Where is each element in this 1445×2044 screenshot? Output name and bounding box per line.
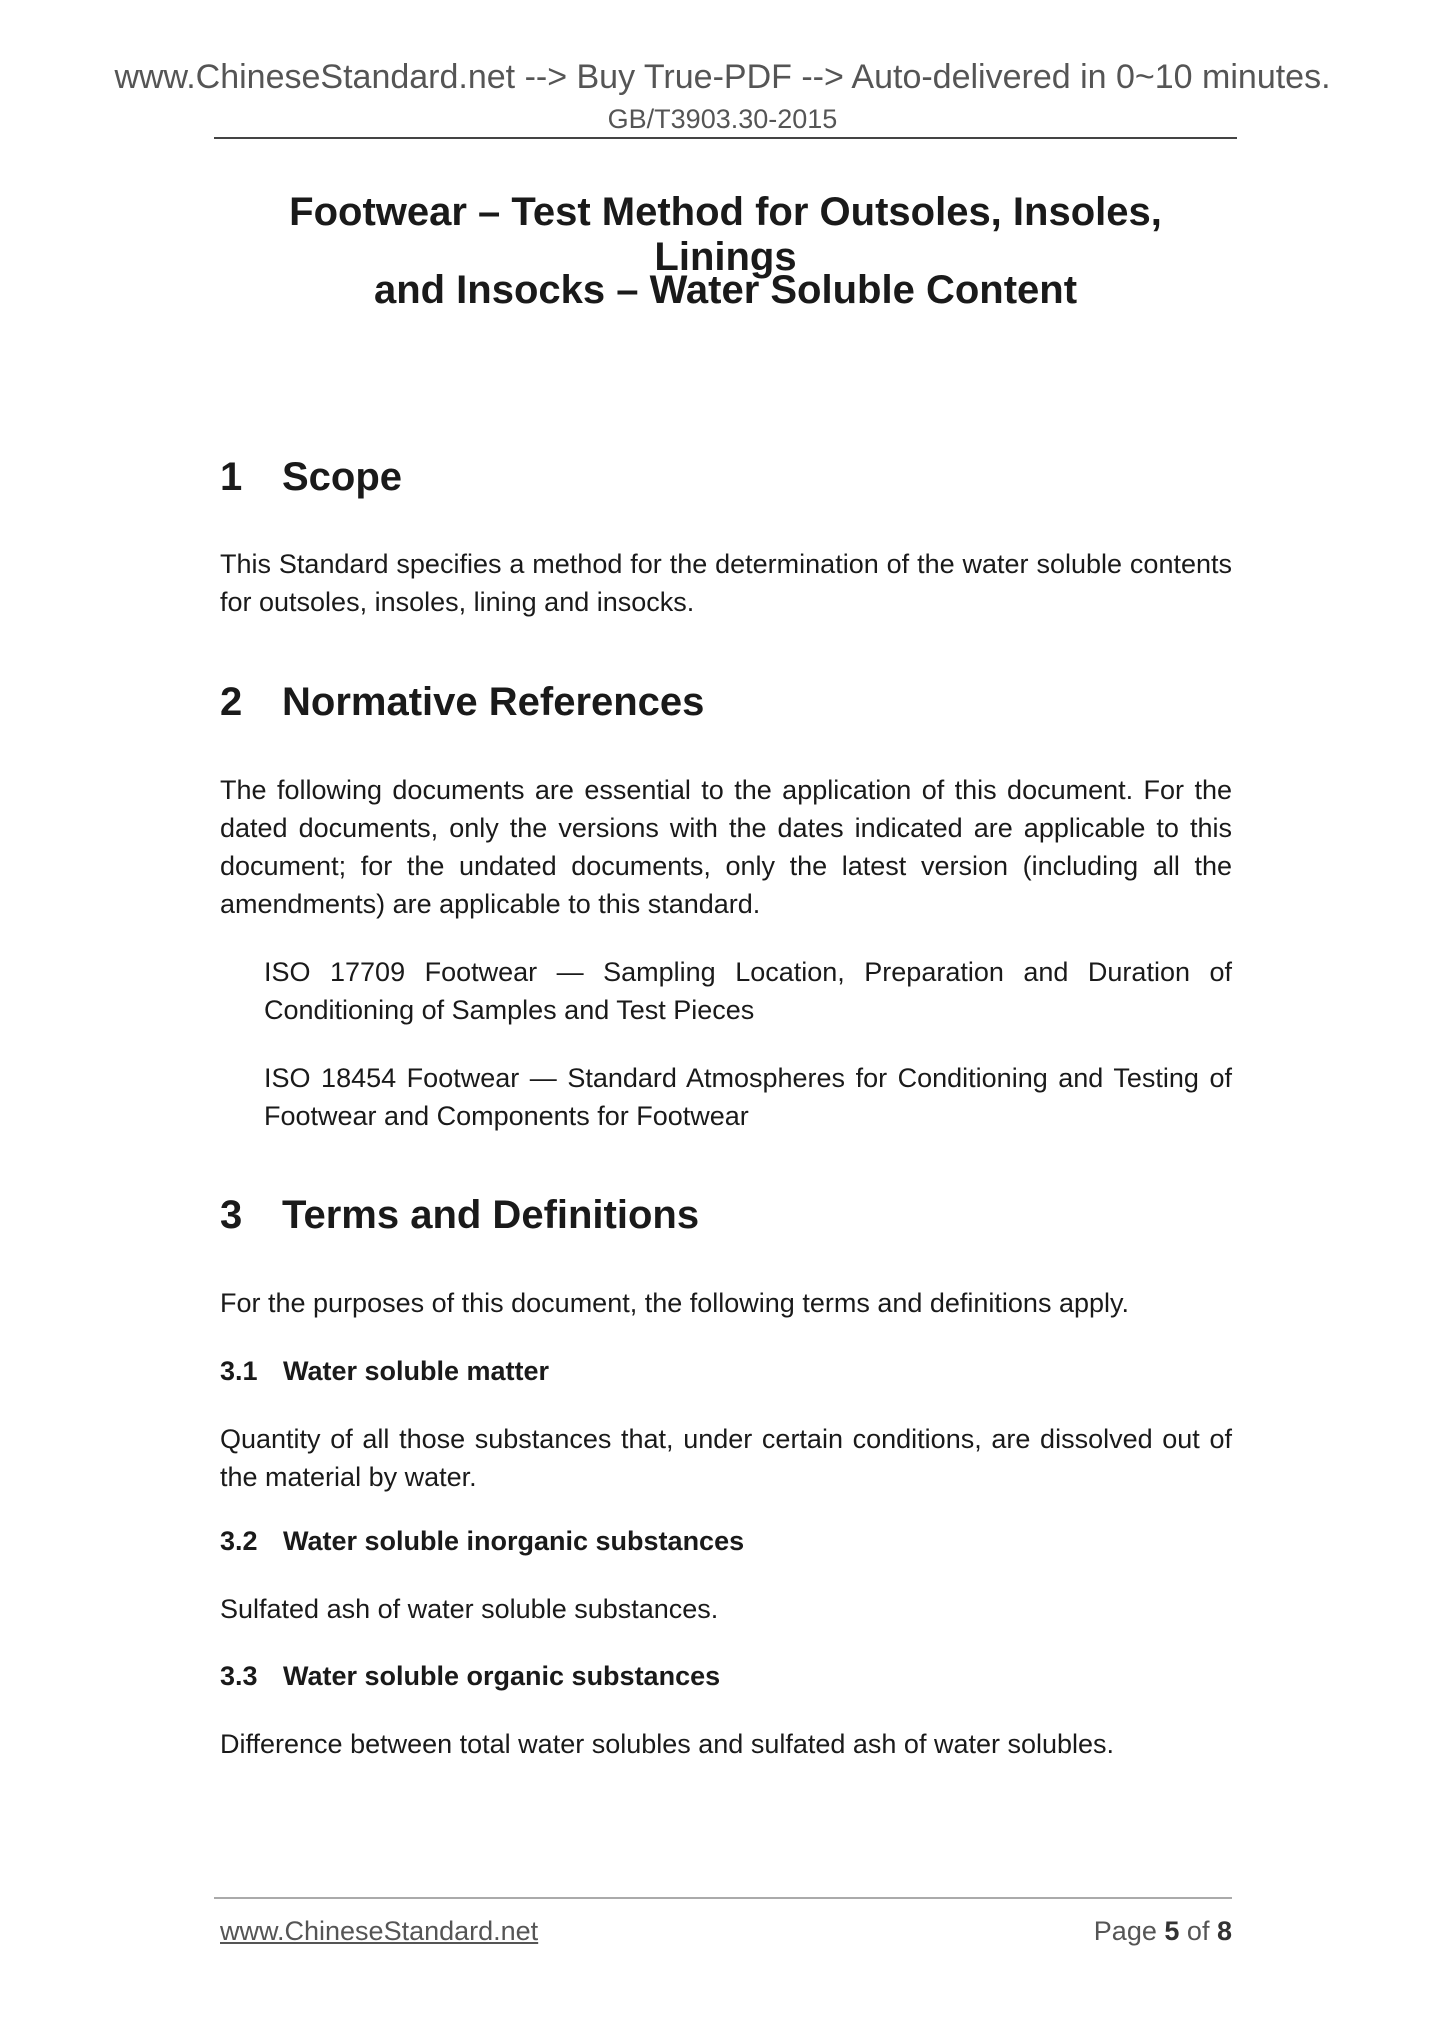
section-heading-normative-references — [220, 680, 704, 725]
term-heading-3-1 — [220, 1356, 549, 1387]
term-title: Water soluble organic substances — [283, 1661, 721, 1691]
term-definition-3-3: Difference between total water solubles and sulfated ash of water solubles. — [220, 1729, 1115, 1759]
reference-item: ISO 18454 Footwear — Standard Atmospheres for Conditioning and Testing of Footwear and Components for Footwear — [264, 1063, 1232, 1131]
header-banner: www.ChineseStandard.net --> Buy True-PDF --> Auto-delivered in 0~10 minutes. — [114, 58, 1331, 96]
reference-item: ISO 17709 Footwear — Sampling Location, Preparation and Duration of Conditioning of Samples and Test Pieces — [264, 957, 1232, 1025]
term-definition-3-1: Quantity of all those substances that, under certain conditions, are dissolved out of the material by water. — [220, 1424, 1232, 1492]
section-title: Terms and Definitions — [282, 1193, 700, 1237]
document-id: GB/T3903.30-2015 — [607, 104, 838, 134]
section-heading-terms-definitions — [220, 1193, 699, 1238]
document-title-line-1: Footwear – Test Method for Outsoles, Insoles, Linings — [289, 190, 1162, 279]
term-title: Water soluble inorganic substances — [283, 1526, 745, 1556]
page-current: 5 — [1164, 1916, 1180, 1946]
section-title: Normative References — [282, 680, 705, 724]
page-number — [1094, 1916, 1232, 1947]
scope-paragraph: This Standard specifies a method for the determination of the water soluble contents for outsoles, insoles, lining and insocks. — [220, 549, 1232, 617]
term-heading-3-3 — [220, 1661, 720, 1692]
section-number: 3 — [220, 1193, 243, 1237]
normative-paragraph: The following documents are essential to the application of this document. For the dated documents, only the versions with the dates indicated are applicable to this document; for the undated documents, only the latest version (including all the amendments) are applicable to this standard. — [220, 775, 1232, 919]
term-number: 3.1 — [220, 1356, 258, 1386]
document-title-line-2: and Insocks – Water Soluble Content — [373, 268, 1078, 312]
page-total: 8 — [1216, 1916, 1232, 1946]
term-title: Water soluble matter — [283, 1356, 550, 1386]
term-heading-3-2 — [220, 1526, 744, 1557]
term-number: 3.3 — [220, 1661, 258, 1691]
term-number: 3.2 — [220, 1526, 258, 1556]
section-title: Scope — [282, 455, 403, 499]
footer-website-link[interactable]: www.ChineseStandard.net — [220, 1916, 539, 1946]
footer-divider — [214, 1897, 1232, 1899]
page-label: Page — [1093, 1916, 1157, 1946]
header-divider — [214, 137, 1237, 139]
term-definition-3-2: Sulfated ash of water soluble substances. — [220, 1594, 719, 1624]
page-of-label: of — [1186, 1916, 1210, 1946]
section-heading-scope — [220, 455, 402, 500]
terms-intro-paragraph: For the purposes of this document, the following terms and definitions apply. — [220, 1288, 1129, 1318]
section-number: 2 — [220, 680, 243, 724]
section-number: 1 — [220, 455, 243, 499]
